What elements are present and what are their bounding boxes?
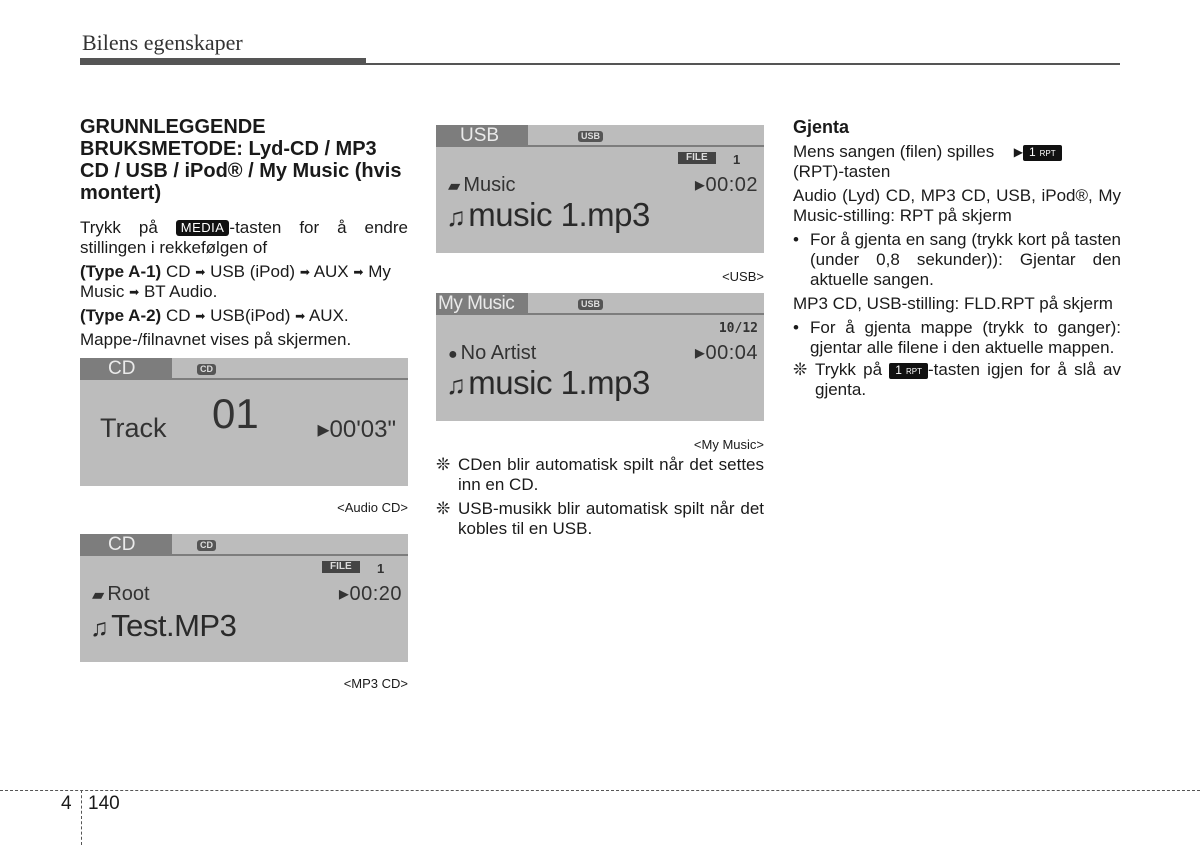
play-time: ▸00:02: [694, 174, 758, 196]
folder-row: ▰ Root: [92, 583, 150, 605]
person-icon: ●: [448, 346, 458, 363]
arrow-right-icon: ➡: [195, 309, 206, 323]
cd-source-icon: CD: [197, 540, 216, 551]
note-symbol-icon: ❊: [793, 360, 808, 379]
intro-paragraph: Trykk på MEDIA -tasten for å endre stillingen i rekkefølgen of: [80, 218, 408, 257]
screen-mode-tab: My Music: [436, 293, 528, 315]
fld-rpt-text: MP3 CD, USB-stilling: FLD.RPT på skjerm: [793, 294, 1113, 313]
screen-mode-tab: CD: [80, 358, 172, 380]
arrow-right-icon: ➡: [195, 265, 206, 279]
usb-source-icon: USB: [578, 299, 603, 310]
note-symbol-icon: ❊: [436, 499, 451, 518]
cd-source-icon: CD: [197, 364, 216, 375]
my-music-screen: [436, 293, 764, 421]
file-badge: FILE: [322, 561, 360, 573]
play-time: ▸00:20: [338, 583, 402, 605]
bullet-item: • For å gjenta en sang (trykk kort på tasten (under 0,8 sekunder)): Gjentar den aktuelle sangen.: [793, 230, 1121, 289]
note-item: ❊ CDen blir automatisk spilt når det settes inn en CD.: [436, 455, 764, 494]
file-number: 1: [377, 561, 385, 576]
song-row: ♫music 1.mp3: [446, 364, 650, 401]
rpt-key-icon: 1 RPT: [1023, 145, 1062, 161]
arrow-right-icon: ➡: [295, 309, 306, 323]
play-time: ▸00'03": [317, 416, 396, 443]
my-music-caption: <My Music>: [693, 437, 764, 452]
file-badge: FILE: [678, 152, 716, 164]
screen-mode-tab: CD: [80, 534, 172, 556]
folder-icon: ▰: [448, 178, 461, 195]
type-a2-sequence: (Type A-2) CD ➡ USB(iPod) ➡ AUX.: [80, 306, 349, 325]
audio-cd-screen: [80, 358, 408, 486]
column-left: [80, 116, 408, 710]
column-middle: [436, 125, 764, 543]
arrow-right-icon: ➡: [299, 265, 310, 279]
media-key-icon: MEDIA: [176, 220, 230, 236]
audio-cd-caption: <Audio CD>: [337, 500, 408, 515]
footer-rule: [0, 790, 1200, 791]
song-row: ♫music 1.mp3: [446, 196, 650, 233]
usb-screen: [436, 125, 764, 253]
note-item: ❊ Trykk på 1 RPT -tasten igjen for å slå av gjenta.: [793, 360, 1122, 399]
type-a1-sequence: (Type A-1) CD ➡ USB (iPod) ➡ AUX ➡ My Music ➡ BT Audio.: [80, 262, 391, 301]
track-number: 01: [212, 390, 259, 437]
mp3-cd-screen: [80, 534, 408, 662]
artist-row: ● No Artist: [448, 342, 537, 364]
mp3-cd-caption: <MP3 CD>: [343, 676, 408, 691]
usb-source-icon: USB: [578, 131, 603, 142]
section-heading: GRUNNLEGGENDE BRUKSMETODE: Lyd-CD / MP3 CD / USB / iPod® / My Music (hvis montert): [80, 116, 402, 204]
header-rule: [366, 63, 1120, 65]
screen-mode-tab: USB: [436, 125, 528, 147]
rpt-mode-text: Audio (Lyd) CD, MP3 CD, USB, iPod®, My Music-stilling: RPT på skjerm: [793, 186, 1121, 225]
column-right: [793, 116, 1121, 404]
arrow-right-icon: ➡: [129, 285, 140, 299]
track-label: Track: [100, 413, 167, 443]
repeat-intro: Mens sangen (filen) spilles ▶ 1 RPT (RPT)-tasten: [793, 142, 1121, 182]
page-header-title: Bilens egenskaper: [82, 30, 243, 55]
file-number: 1: [733, 152, 741, 167]
arrow-right-icon: ➡: [353, 265, 364, 279]
section-heading: Gjenta: [793, 117, 850, 137]
folder-row: ▰ Music: [448, 174, 516, 196]
note-item: ❊ USB-musikk blir automatisk spilt når det kobles til en USB.: [436, 499, 764, 538]
header-accent-bar: [80, 58, 366, 65]
rpt-key-icon: 1 RPT: [889, 363, 928, 379]
usb-caption: <USB>: [722, 269, 764, 284]
music-note-icon: ♫: [446, 202, 466, 232]
play-icon: ▶: [1013, 145, 1023, 159]
music-note-icon: ♫: [90, 615, 109, 642]
play-time: ▸00:04: [694, 342, 758, 364]
chapter-number: 4: [61, 793, 72, 814]
music-note-icon: ♫: [446, 370, 466, 400]
song-row: ♫Test.MP3: [90, 608, 237, 643]
bullet-item: • For å gjenta mappe (trykk to ganger): gjentar alle filene i den aktuelle mappen.: [793, 318, 1121, 357]
footer-divider: [81, 790, 82, 845]
track-count: 10/12: [718, 321, 758, 336]
folder-display-text: Mappe-/filnavnet vises på skjermen.: [80, 330, 352, 349]
note-symbol-icon: ❊: [436, 455, 451, 474]
page-number: 140: [88, 793, 120, 814]
folder-icon: ▰: [92, 587, 105, 604]
